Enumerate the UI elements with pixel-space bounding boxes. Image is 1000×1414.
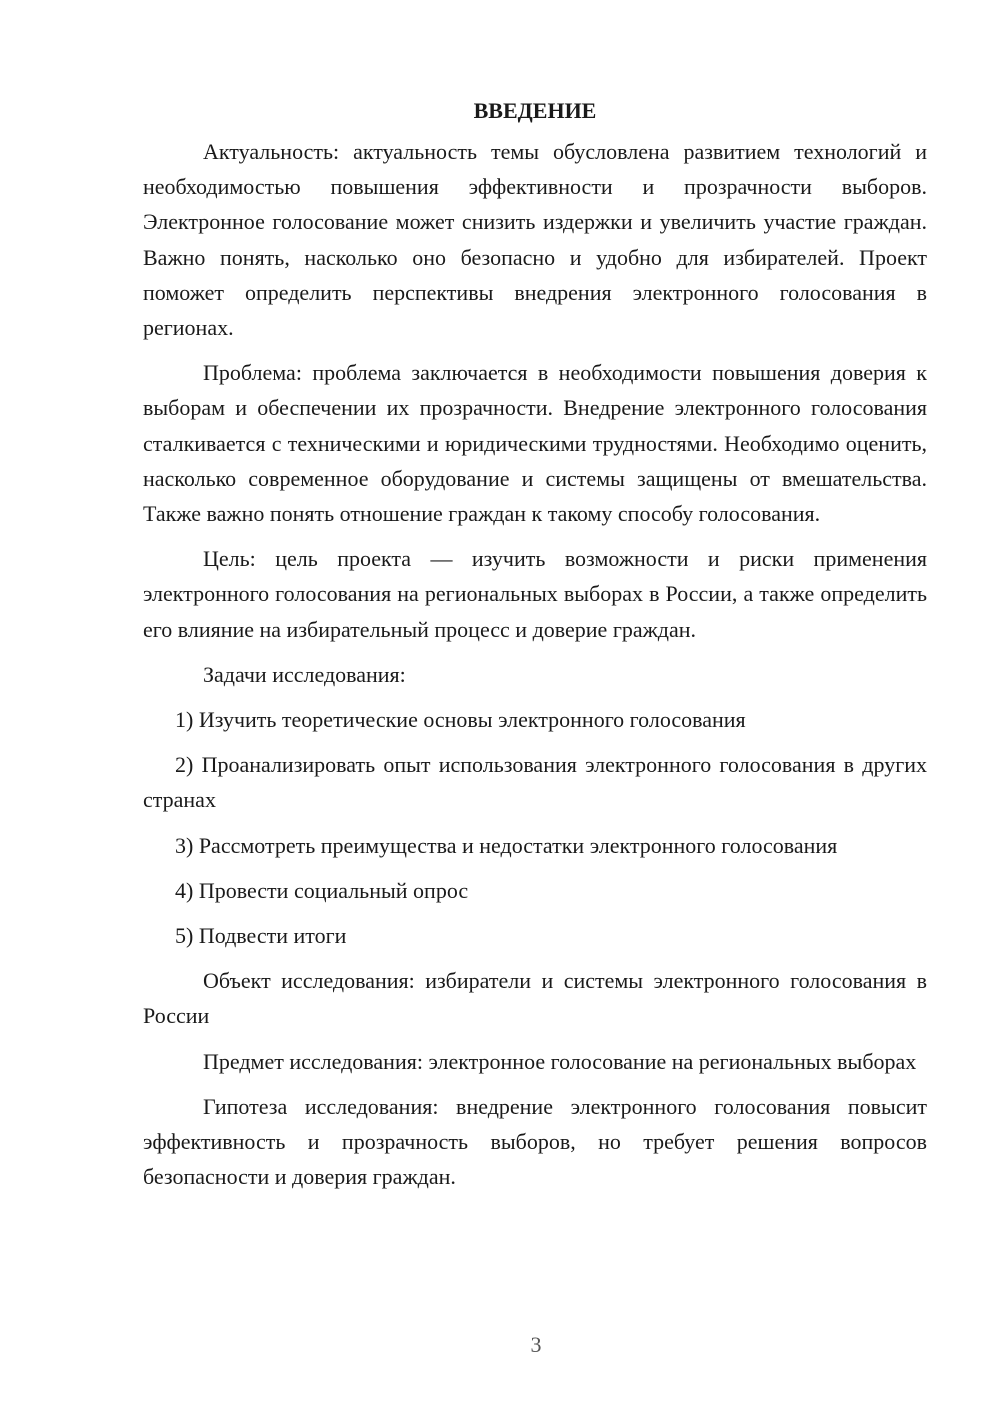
paragraph-problem: Проблема: проблема заключается в необходимости повышения доверия к выборам и обеспечении их прозрачности. Внедрение электронного голосования сталкивается с техническими и юридическими трудностями. Необходимо оценить, насколько современное оборудование и системы защищены от вмешательства. Также важно понять отношение граждан к такому способу голосования. <box>143 360 927 527</box>
task-item-5: 5) Подвести итоги <box>175 923 347 949</box>
document-page <box>143 94 927 1194</box>
paragraph-relevance: Актуальность: актуальность темы обусловлена развитием технологий и необходимостью повышения эффективности и прозрачности выборов. Электронное голосование может снизить издержки и увеличить участие граждан. Важно понять, насколько оно безопасно и удобно для избирателей. Проект поможет определить перспективы внедрения электронного голосования в регионах. <box>143 139 927 341</box>
task-item-2: 2) Проанализировать опыт использования электронного голосования в других странах <box>143 752 927 813</box>
task-item-4: 4) Провести социальный опрос <box>175 877 469 903</box>
task-item-1: 1) Изучить теоретические основы электронного голосования <box>175 707 746 733</box>
task-item-3: 3) Рассмотреть преимущества и недостатки электронного голосования <box>175 832 838 858</box>
tasks-heading: Задачи исследования: <box>203 661 406 687</box>
paragraph-goal: Цель: цель проекта — изучить возможности и риски применения электронного голосования на региональных выборах в России, а также определить его влияние на избирательный процесс и доверие граждан. <box>143 546 927 642</box>
paragraph-object: Объект исследования: избиратели и системы электронного голосования в России <box>143 968 927 1029</box>
paragraph-subject: Предмет исследования: электронное голосование на региональных выборах <box>203 1048 917 1074</box>
page-number: 3 <box>530 1332 542 1357</box>
paragraph-hypothesis: Гипотеза исследования: внедрение электронного голосования повысит эффективность и прозрачность выборов, но требует решения вопросов безопасности и доверия граждан. <box>143 1093 927 1190</box>
page-title: ВВЕДЕНИЕ <box>473 98 597 123</box>
